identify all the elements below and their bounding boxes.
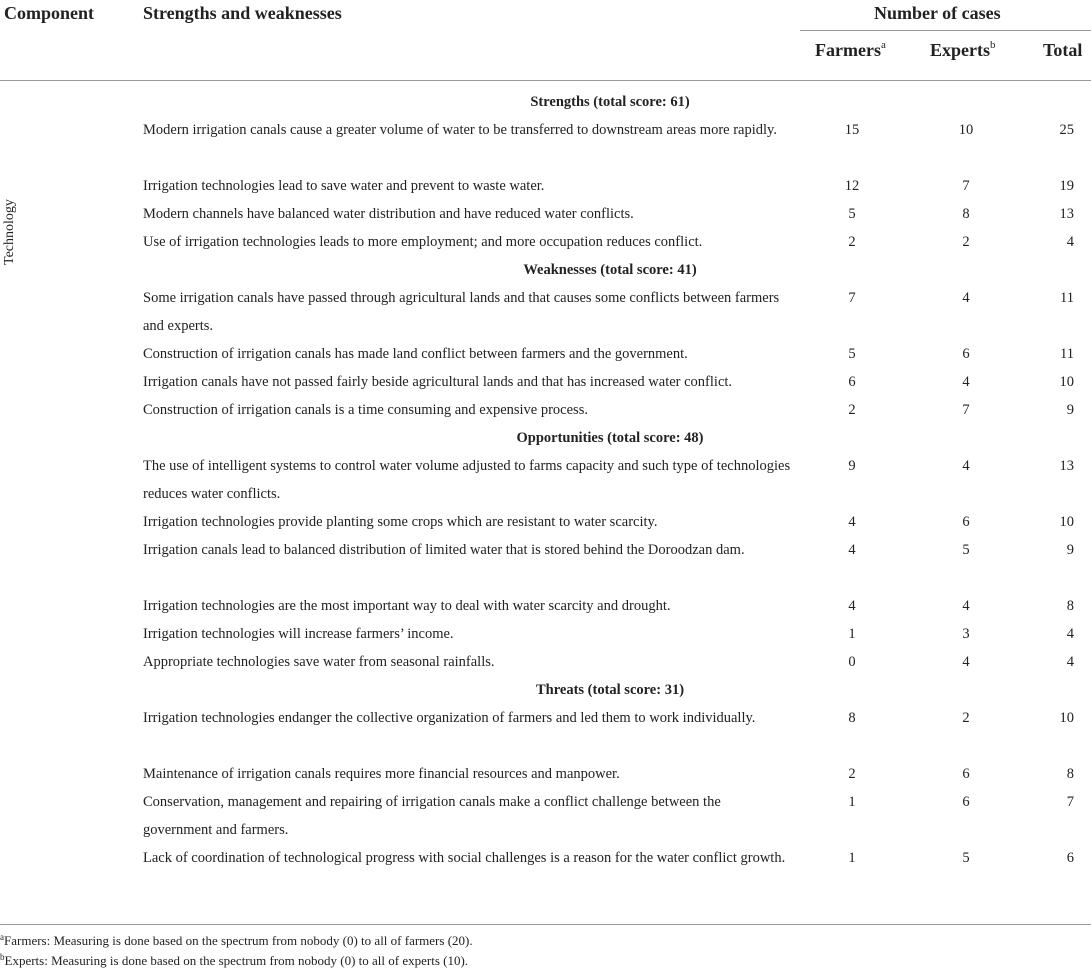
header-bottom-rule [0,80,1091,81]
row-farmers-count: 6 [848,374,856,390]
row-farmers-count: 2 [848,766,856,782]
footnote-b-text: Experts: Measuring is done based on the spectrum from nobody (0) to all of experts (10). [4,953,469,968]
row-experts-count: 4 [962,654,970,670]
row-farmers-count: 5 [848,346,856,362]
row-farmers-count: 4 [848,514,856,530]
row-farmers-count: 4 [848,598,856,614]
row-experts-count: 3 [962,626,970,642]
row-description: Construction of irrigation canals is a time consuming and expensive process. [143,402,588,418]
section-title: Strengths (total score: 61) [530,94,690,110]
row-experts-count: 4 [962,598,970,614]
header-experts [930,40,996,61]
row-experts-count: 4 [962,458,970,474]
header-experts-label: Experts [930,40,990,60]
row-total-count: 7 [1066,794,1074,810]
row-description: Use of irrigation technologies leads to more employment; and more occupation reduces conflict. [143,234,703,250]
row-experts-count: 6 [962,514,970,530]
row-description: Irrigation canals have not passed fairly beside agricultural lands and that has increased water conflict. [143,374,733,390]
row-experts-count: 7 [962,402,970,418]
row-description: Some irrigation canals have passed through agricultural lands and that causes some conflicts between farmers and experts. [143,290,780,334]
row-experts-count: 6 [962,346,970,362]
row-experts-count: 4 [962,290,970,306]
row-total-count: 25 [1059,122,1074,138]
row-description: Appropriate technologies save water from seasonal rainfalls. [143,654,495,670]
row-farmers-count: 15 [844,122,860,138]
row-farmers-count: 5 [848,206,856,222]
row-description: Construction of irrigation canals has made land conflict between farmers and the government. [143,346,688,362]
footnote-b-mark: b [0,952,5,962]
section-title: Opportunities (total score: 48) [516,430,704,446]
row-farmers-count: 8 [848,710,856,726]
header-underline [800,30,1091,31]
row-experts-count: 2 [962,234,970,250]
row-farmers-count: 12 [844,178,860,194]
row-total-count: 6 [1066,850,1074,866]
row-description: Maintenance of irrigation canals requires more financial resources and manpower. [143,766,620,782]
row-description: The use of intelligent systems to control water volume adjusted to farms capacity and such type of technologies reduces water conflicts. [143,458,791,502]
section-title: Weaknesses (total score: 41) [523,262,697,278]
row-description: Irrigation technologies lead to save water and prevent to waste water. [143,178,545,194]
row-description: Irrigation technologies endanger the collective organization of farmers and led them to work individually. [143,710,756,726]
row-experts-count: 5 [962,850,970,866]
header-experts-sup: b [990,39,996,51]
header-farmers-label: Farmers [815,40,881,60]
row-description: Irrigation canals lead to balanced distribution of limited water that is stored behind the Doroodzan dam. [143,542,745,558]
row-description: Irrigation technologies will increase farmers’ income. [143,626,454,642]
row-description: Modern channels have balanced water distribution and have reduced water conflicts. [143,206,634,222]
row-description: Conservation, management and repairing of irrigation canals make a conflict challenge between the government and farmers. [143,794,721,838]
row-experts-count: 6 [962,794,970,810]
row-farmers-count: 1 [848,626,856,642]
row-total-count: 10 [1059,710,1074,726]
section-title: Threats (total score: 31) [535,682,685,698]
row-farmers-count: 7 [848,290,856,306]
row-farmers-count: 9 [848,458,856,474]
row-total-count: 10 [1059,514,1074,530]
row-total-count: 8 [1066,598,1074,614]
row-experts-count: 6 [962,766,970,782]
row-experts-count: 7 [962,178,970,194]
row-farmers-count: 0 [848,654,856,670]
row-experts-count: 5 [962,542,970,558]
component-label-text: Technology [2,199,17,265]
footnote-a [0,933,473,949]
row-total-count: 4 [1066,654,1074,670]
header-farmers-sup: a [880,39,886,51]
header-strengths-weaknesses: Strengths and weaknesses [143,3,342,23]
row-total-count: 19 [1059,178,1074,194]
footnote-a-mark: a [0,932,4,942]
table-header-row [0,0,1091,30]
row-total-count: 11 [1060,346,1074,362]
row-description: Irrigation technologies are the most important way to deal with water scarcity and drought. [143,598,671,614]
row-total-count: 4 [1066,234,1074,250]
row-experts-count: 2 [962,710,970,726]
row-farmers-count: 1 [848,794,856,810]
row-total-count: 9 [1066,402,1074,418]
row-experts-count: 8 [962,206,970,222]
table-bottom-rule [0,924,1091,925]
header-farmers [815,40,886,61]
row-total-count: 13 [1059,458,1074,474]
row-total-count: 9 [1066,542,1074,558]
row-description: Lack of coordination of technological progress with social challenges is a reason for the water conflict growth. [143,850,786,866]
row-description: Modern irrigation canals cause a greater volume of water to be transferred to downstream areas more rapidly. [143,122,777,138]
header-total: Total [1043,40,1083,60]
row-description: Irrigation technologies provide planting some crops which are resistant to water scarcity. [143,514,658,530]
row-experts-count: 10 [958,122,974,138]
row-farmers-count: 1 [848,850,856,866]
row-total-count: 13 [1059,206,1074,222]
footnote-b [0,953,468,969]
footnote-a-text: Farmers: Measuring is done based on the spectrum from nobody (0) to all of farmers (20). [4,933,473,948]
row-farmers-count: 2 [848,402,856,418]
row-total-count: 11 [1060,290,1074,306]
row-farmers-count: 4 [848,542,856,558]
row-total-count: 10 [1059,374,1074,390]
header-number-of-cases: Number of cases [874,3,1001,23]
row-total-count: 8 [1066,766,1074,782]
row-total-count: 4 [1066,626,1074,642]
header-component: Component [4,3,95,23]
row-farmers-count: 2 [848,234,856,250]
row-experts-count: 4 [962,374,970,390]
